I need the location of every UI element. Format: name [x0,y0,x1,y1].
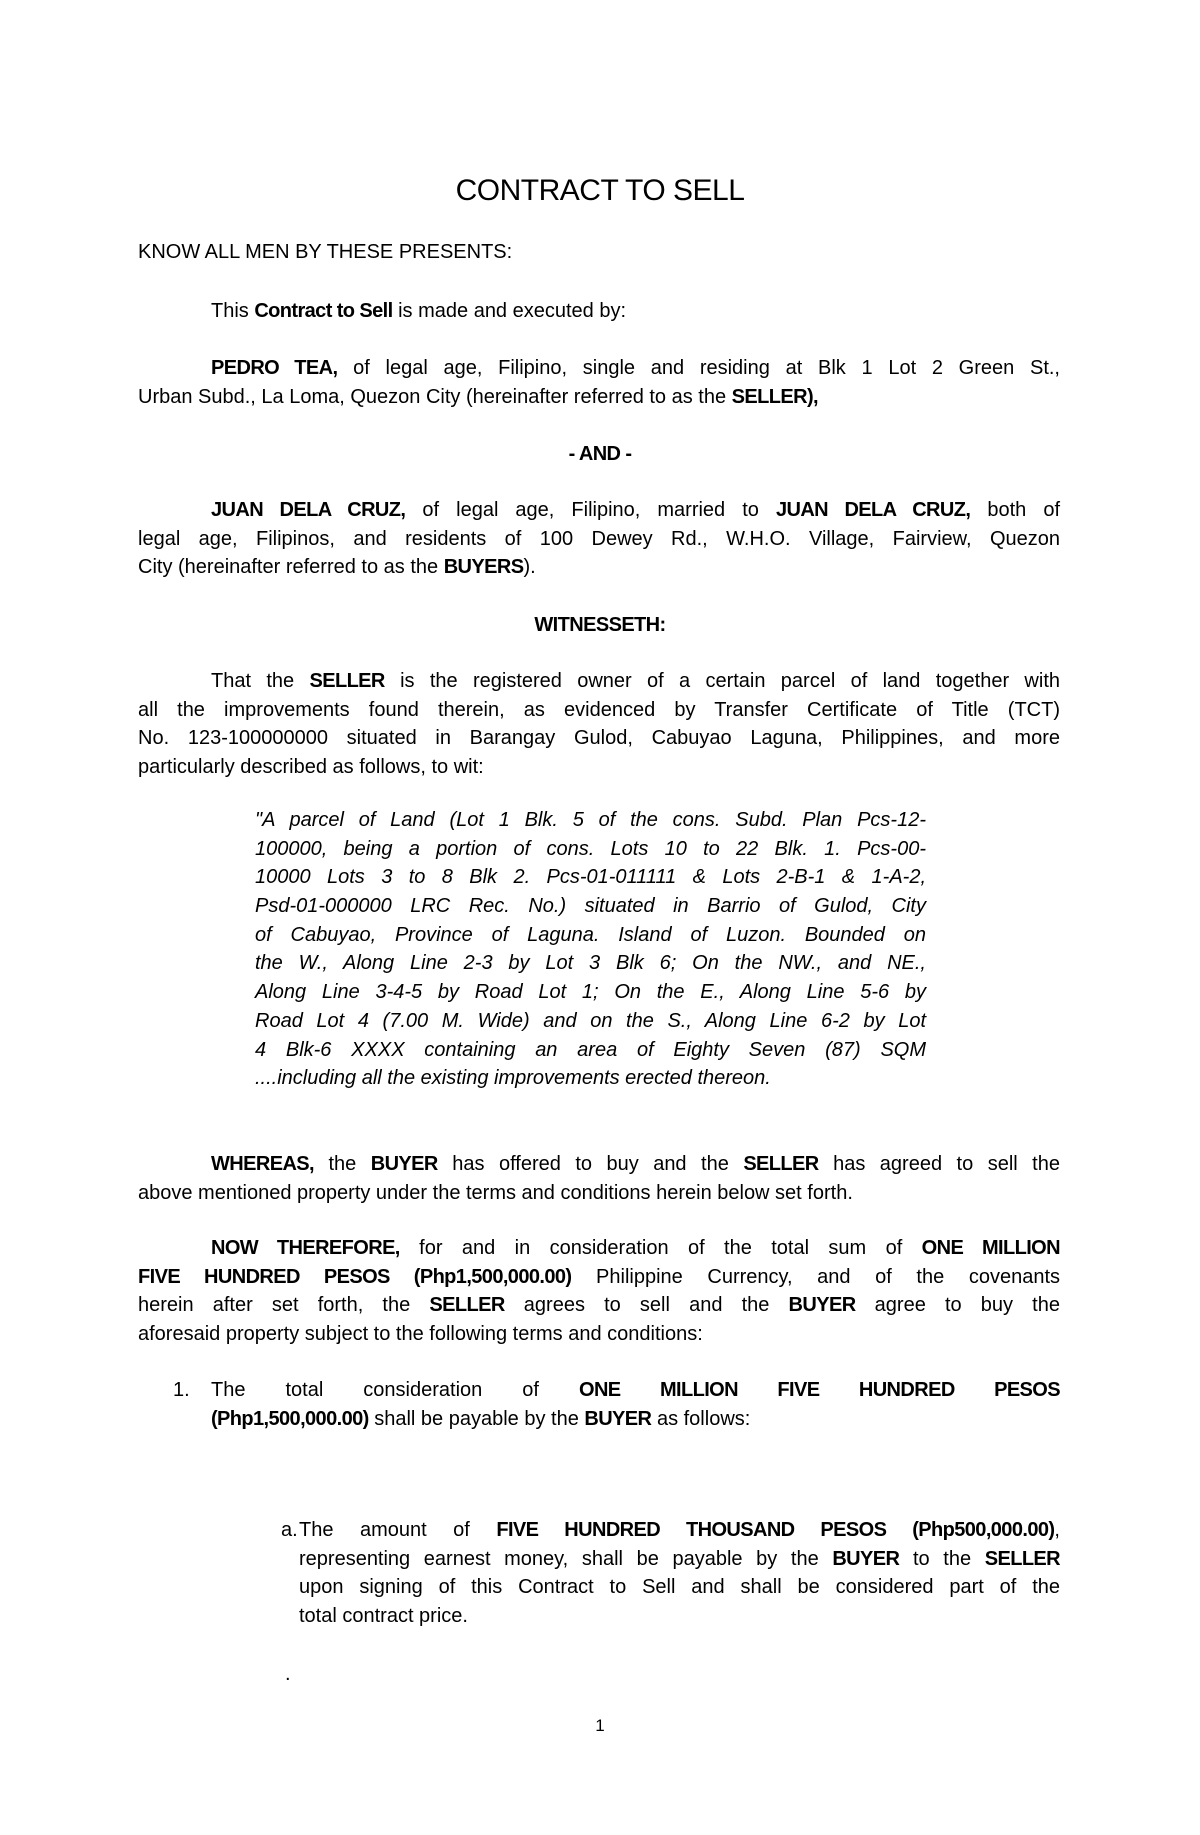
text-line [299,1516,1060,1545]
text-line [138,1320,1060,1349]
text-line [299,1602,1060,1631]
text-segment: of legal age, Filipino, married to [405,499,776,521]
bold-text: ONE MILLION [921,1237,1060,1259]
text-line [138,1263,1060,1292]
bold-text: BUYERS [443,556,524,579]
text-segment: agrees to sell and the [504,1294,789,1317]
text-line [255,1007,926,1036]
text-segment: particularly described as follows, to wit: [138,756,484,779]
text-line [255,835,926,864]
text-segment: agree to buy the [855,1294,1060,1317]
text-line [255,921,926,950]
intro-paragraph [211,297,626,326]
text-segment: representing earnest money, shall be payable by the [299,1547,833,1570]
text-line [138,753,1060,782]
text-segment: of Cabuyao, Province of Laguna. Island of Luzon. Bounded on [255,923,926,946]
bold-text: SELLER [309,670,385,692]
text-segment: City (hereinafter referred to as the [138,556,444,579]
text-line [299,1573,1060,1602]
text-line [299,1545,1060,1574]
text-line [138,553,1060,582]
bold-text: SELLER [429,1294,505,1317]
bold-text: BUYER [370,1153,438,1175]
text-segment: 100000, being a portion of cons. Lots 10 to 22 Blk. 1. Pcs-00- [255,837,926,860]
text-line [138,724,1060,753]
text-segment: Along Line 3-4-5 by Road Lot 1; On the E., Along Line 5-6 by [255,981,926,1004]
bold-text: SELLER [743,1153,819,1175]
text-line [138,1150,1060,1179]
bold-text: Contract to Sell [254,300,393,322]
text-segment: No. 123-100000000 situated in Barangay Gulod, Cabuyao Laguna, Philippines, and more [138,727,1060,750]
text-segment: all the improvements found therein, as evidenced by Transfer Certificate of Title (TCT) [138,698,1060,721]
text-segment: legal age, Filipinos, and residents of 100 Dewey Rd., W.H.O. Village, Fairview, Quezon [138,527,1060,550]
text-segment: upon signing of this Contract to Sell and shall be considered part of the [299,1576,1060,1599]
that-paragraph [138,667,1060,782]
text-segment: ). [523,556,536,579]
text-segment: total contract price. [299,1605,468,1628]
text-line [255,1064,926,1093]
text-segment: is the registered owner of a certain parcel of land together with [384,670,1060,692]
text-line [255,1036,926,1065]
text-segment: is made and executed by: [392,300,627,322]
text-segment: the [313,1153,371,1175]
bold-text: SELLER [984,1547,1061,1570]
text-line [138,383,1060,412]
text-line [138,1179,1060,1208]
text-segment: of legal age, Filipino, single and residing at Blk 1 Lot 2 Green St., [337,357,1060,379]
document-title: CONTRACT TO SELL [455,174,745,207]
text-segment: Philippine Currency, and of the covenants [571,1265,1061,1288]
text-segment: for and in consideration of the total sum of [399,1237,922,1259]
text-segment: ....including all the existing improvements erected thereon. [255,1067,771,1090]
text-line [255,949,926,978]
text-line [255,806,926,835]
item-a-marker: a. [281,1519,298,1541]
bold-text: PEDRO TEA, [211,357,338,379]
text-line [138,354,1060,383]
text-segment: herein after set forth, the [138,1294,430,1317]
bold-text: BUYER [788,1294,856,1317]
text-segment: Psd-01-000000 LRC Rec. No.) situated in Barrio of Gulod, City [255,895,926,918]
item-a-text [299,1516,1060,1631]
text-segment: has offered to buy and the [437,1153,744,1175]
bold-text: BUYER [832,1547,900,1570]
text-segment: Urban Subd., La Loma, Quezon City (hereinafter referred to as the [138,385,732,408]
text-line [211,1376,1060,1405]
item-1-marker: 1. [173,1379,190,1401]
text-segment: The amount of [299,1519,497,1541]
text-line [255,863,926,892]
text-line [211,297,626,326]
text-segment: as follows: [651,1407,751,1430]
bold-text: ONE MILLION FIVE HUNDRED PESOS [579,1379,1060,1401]
page-number: 1 [595,1716,605,1735]
text-line [138,1291,1060,1320]
text-line [255,892,926,921]
text-segment: , [1054,1519,1060,1541]
text-line [211,1405,1060,1434]
text-line [138,496,1060,525]
text-segment: both of [970,499,1061,521]
bold-text: BUYER [584,1407,652,1430]
witnesseth-heading: WITNESSETH: [534,614,666,636]
text-segment: the W., Along Line 2-3 by Lot 3 Blk 6; On the NW., and NE., [255,952,926,975]
text-segment: The total consideration of [211,1379,579,1401]
text-line [138,696,1060,725]
property-description [255,806,926,1093]
text-line [255,978,926,1007]
text-segment: shall be payable by the [368,1407,585,1430]
stray-dot: . [285,1663,291,1685]
text-line [138,525,1060,554]
bold-text: FIVE HUNDRED PESOS (Php1,500,000.00) [138,1265,572,1288]
bold-text: FIVE HUNDRED THOUSAND PESOS (Php500,000.00) [496,1519,1055,1541]
text-segment: aforesaid property subject to the following terms and conditions: [138,1323,703,1346]
text-segment: 10000 Lots 3 to 8 Blk 2. Pcs-01-011111 & Lots 2-B-1 & 1-A-2, [255,866,926,889]
text-segment: Road Lot 4 (7.00 M. Wide) and on the S., Along Line 6-2 by Lot [255,1009,926,1032]
buyer-paragraph [138,496,1060,582]
bold-text: SELLER), [731,385,818,408]
bold-text: (Php1,500,000.00) [211,1407,369,1430]
bold-text: JUAN DELA CRUZ, [211,499,406,521]
text-segment: That the [211,670,310,692]
bold-text: WHEREAS, [211,1153,314,1175]
know-all-men: KNOW ALL MEN BY THESE PRESENTS: [138,241,513,263]
now-therefore-paragraph [138,1234,1060,1349]
text-segment: 4 Blk-6 XXXX containing an area of Eighty Seven (87) SQM [255,1038,926,1061]
text-line [138,1234,1060,1263]
text-segment: above mentioned property under the terms and conditions herein below set forth. [138,1181,853,1204]
bold-text: NOW THEREFORE, [211,1237,400,1259]
text-line [138,667,1060,696]
text-segment: This [211,300,255,322]
and-separator: - AND - [568,443,632,465]
text-segment: has agreed to sell the [818,1153,1060,1175]
item-1-text [211,1376,1060,1433]
seller-paragraph [138,354,1060,411]
whereas-paragraph [138,1150,1060,1207]
text-segment: "A parcel of Land (Lot 1 Blk. 5 of the cons. Subd. Plan Pcs-12- [255,809,926,831]
text-segment: to the [899,1547,985,1570]
bold-text: JUAN DELA CRUZ, [775,499,971,521]
